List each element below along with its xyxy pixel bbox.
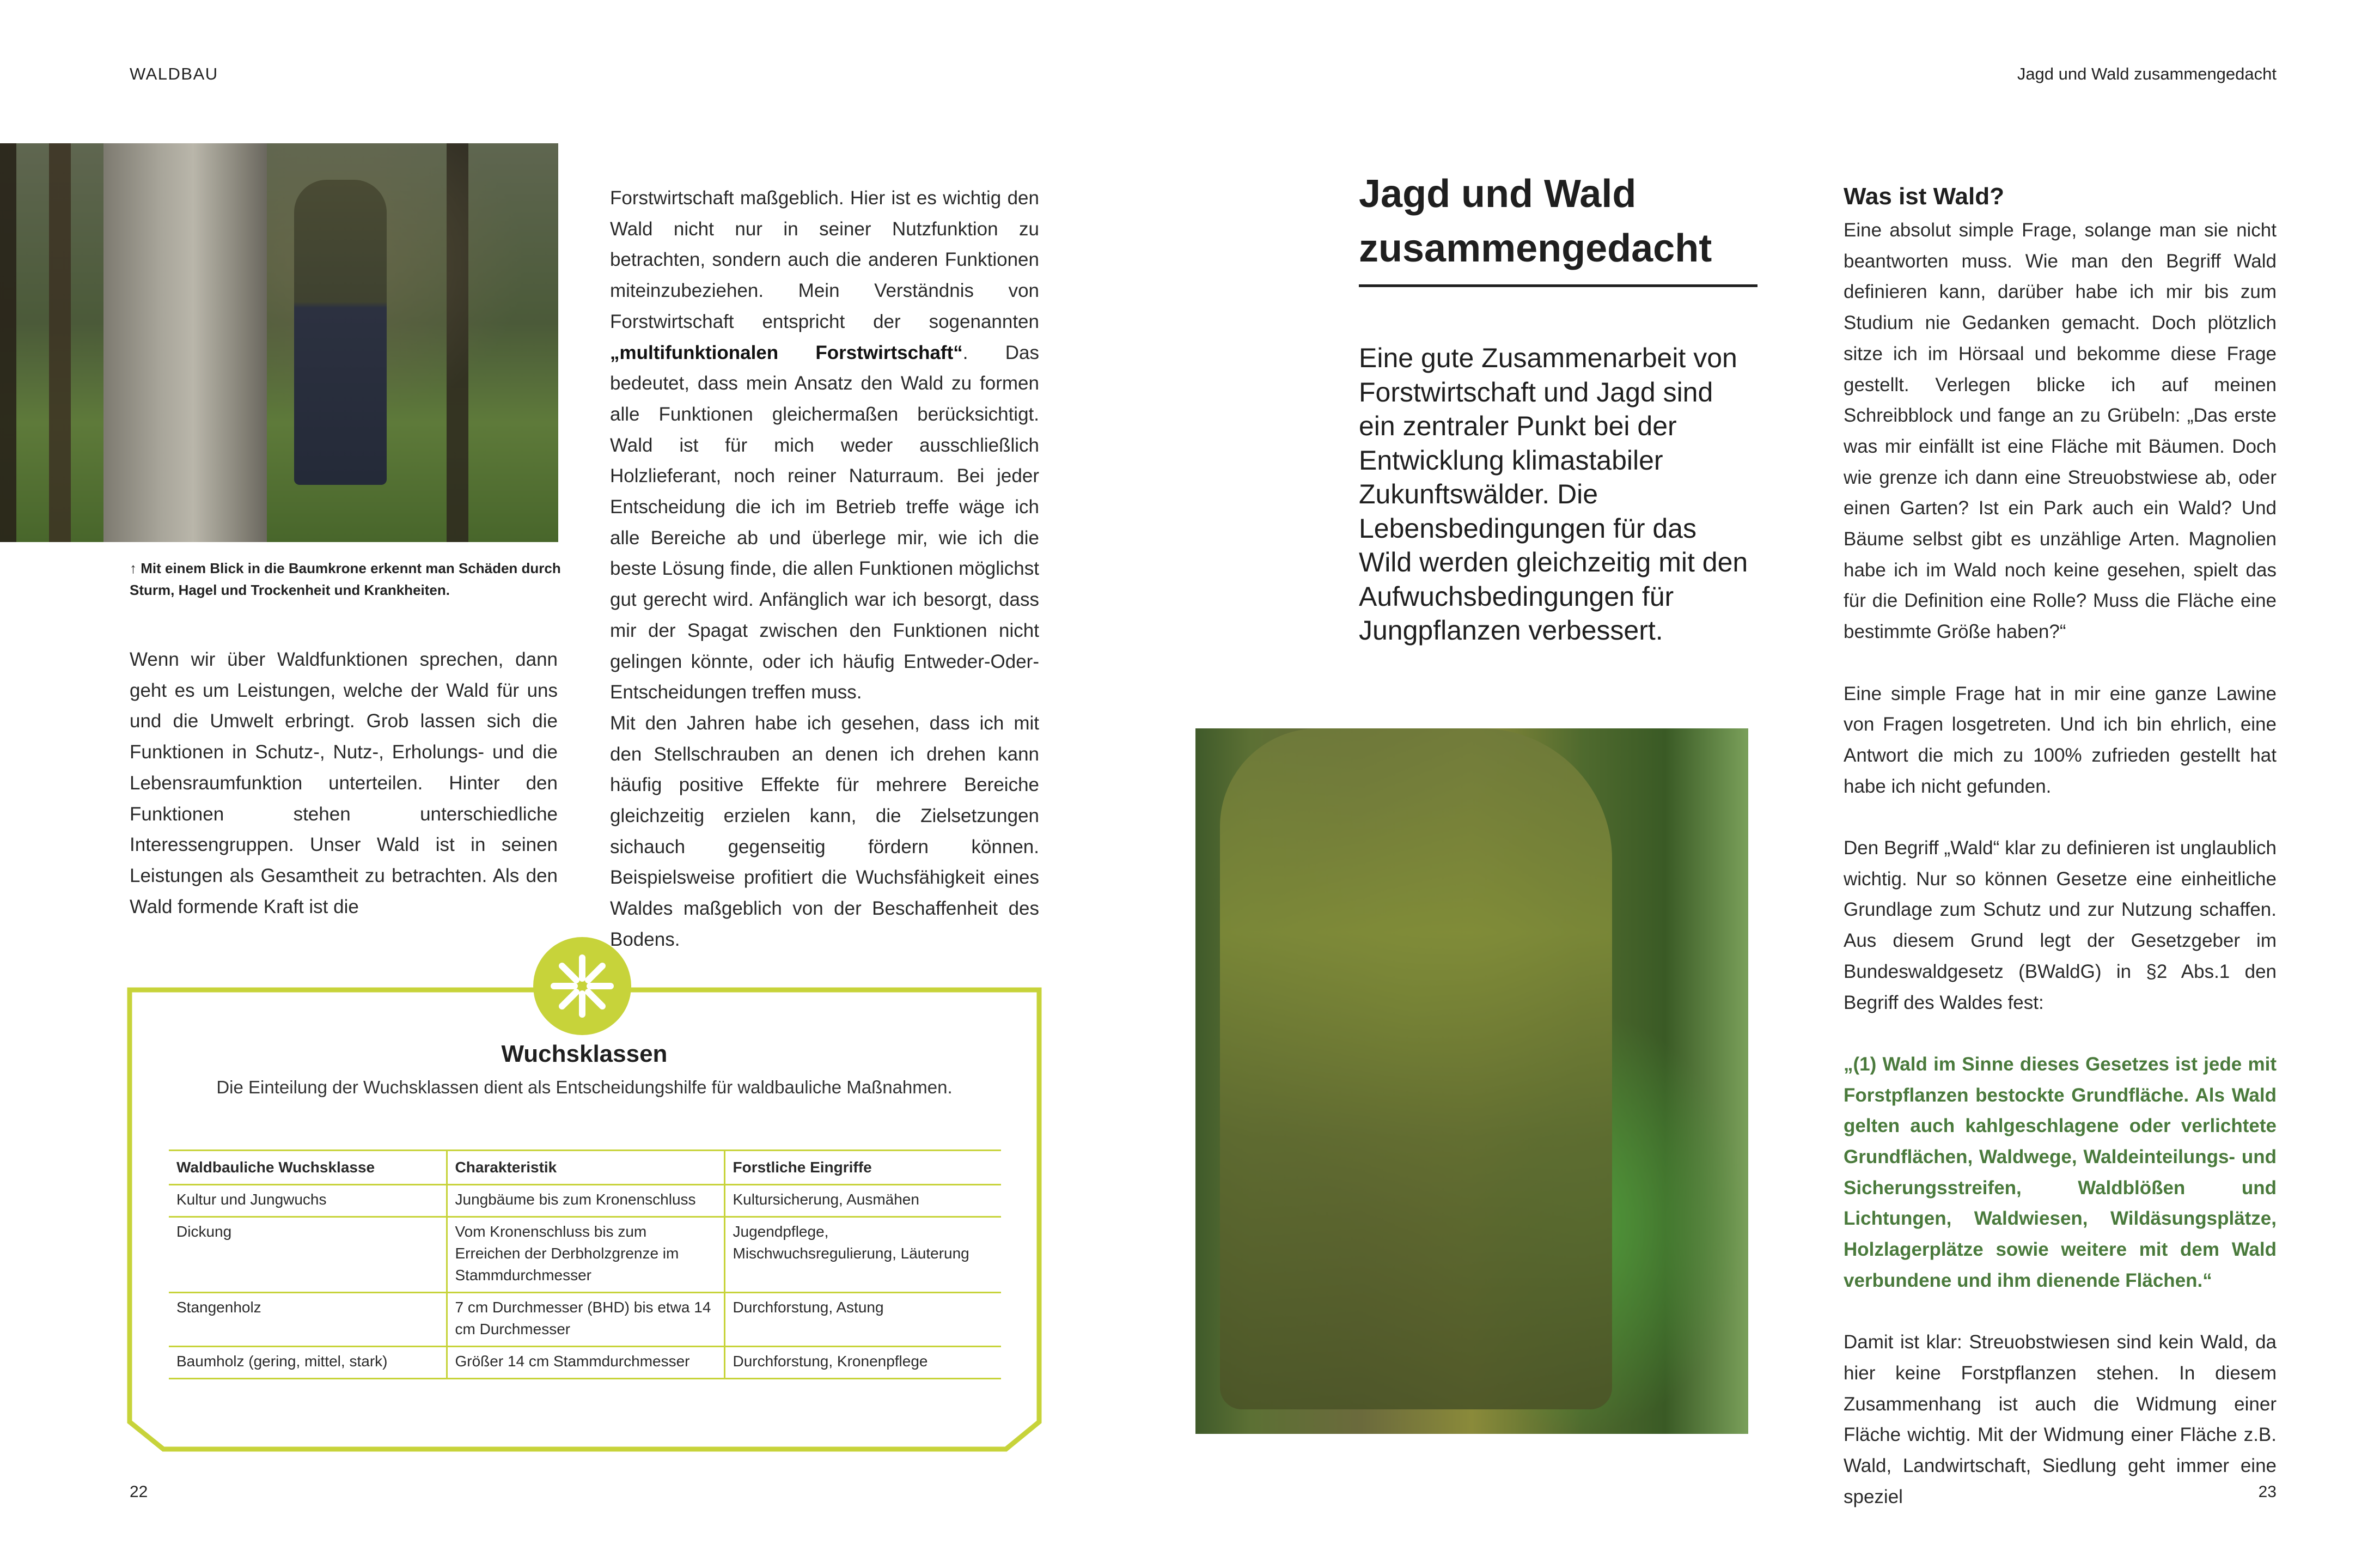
column-header: Forstliche Eingriffe xyxy=(724,1151,1001,1185)
table-cell: Kultursicherung, Ausmähen xyxy=(724,1185,1001,1217)
paragraph: Den Begriff „Wald“ klar zu definieren ist unglaublich wichtig. Nur so können Gesetze eine einheitliche Grundlage zum Schutz und zur Nutzung schaffen. Aus diesem Grund legt der Gesetzgeber im Bundeswaldgesetz (BWaldG) in §2 Abs.1 den Begriff des Waldes fest: xyxy=(1844,837,2277,1013)
table-row xyxy=(169,1217,1001,1293)
table-cell: Vom Kronenschluss bis zum Erreichen der Derbholzgrenze im Stammdurchmesser xyxy=(447,1217,724,1293)
column-header: Waldbauliche Wuchsklasse xyxy=(169,1151,447,1185)
table-row xyxy=(169,1293,1001,1347)
table-cell: Stangenholz xyxy=(169,1293,447,1347)
paragraph: Eine absolut simple Frage, solange man sie nicht beantworten muss. Wie man den Begriff Wald definieren kann, darüber habe ich mir bis zum Studium nie Gedanken gemacht. Doch plötzlich sitze ich im Hörsaal und bekomme diese Frage gestellt. Verlegen blicke ich auf meinen Schreibblock und fange an zu Grübeln: „Das erste was mir einfällt ist eine Fläche mit Bäumen. Doch wie grenze ich dann eine Streuobstwiese ab, oder einen Garten? Ist ein Park auch ein Wald? Und Bäume selbst gibt es unzählige Arten. Magnolien habe ich im Wald noch keine gesehen, spielt das für die Definition eine Rolle? Muss die Fläche eine bestimmte Größe haben?“ xyxy=(1844,220,2277,643)
bold-term: „multifunktionalen Forstwirtschaft“ xyxy=(610,342,963,363)
page-number-right: 23 xyxy=(2258,1483,2277,1501)
table-cell: Baumholz (gering, mittel, stark) xyxy=(169,1347,447,1379)
paragraph: Damit ist klar: Streuobstwiesen sind kein Wald, da hier keine Forstpflanzen stehen. In diesem Zusammenhang ist auch die Widmung einer Fläche wichtig. Mit der Widmung einer Fläche z.B. Wald, Landwirtschaft, Siedlung geht immer eine speziel xyxy=(1844,1331,2277,1507)
paragraph: Mit den Jahren habe ich gesehen, dass ich mit den Stellschrauben an denen ich drehen kann häufig positive Effekte für mehrere Bereiche gleichzeitig erzielen kann, die Zielsetzungen sichauch gegenseitig fördern können. Beispielsweise profitiert die Wuchsfähigkeit eines Waldes maßgeblich von der Beschaffenheit des Bodens. xyxy=(610,712,1039,950)
running-title: Jagd und Wald zusammengedacht xyxy=(2017,64,2277,83)
table-cell: 7 cm Durchmesser (BHD) bis etwa 14 cm Durchmesser xyxy=(447,1293,724,1347)
section-label: WALDBAU xyxy=(130,64,218,83)
table-cell: Größer 14 cm Stammdurchmesser xyxy=(447,1347,724,1379)
table-header-row xyxy=(169,1151,1001,1185)
table-cell: Dickung xyxy=(169,1217,447,1293)
table-cell: Jungbäume bis zum Kronenschluss xyxy=(447,1185,724,1217)
left-column-2 xyxy=(610,183,1039,956)
table-cell: Kultur und Jungwuchs xyxy=(169,1185,447,1217)
title-rule xyxy=(1359,284,1757,287)
arrow-up-icon: ↑ xyxy=(130,560,137,576)
wuchsklassen-table xyxy=(169,1149,1001,1379)
forester-figure-shape xyxy=(294,180,387,485)
lead-paragraph: Eine gute Zusammenarbeit von Forstwirtschaft und Jagd sind ein zentraler Punkt bei der Entwicklung klimastabiler Zukunftswälder. Die Lebensbedingungen für das Wild werden gleichzeitig mit den Aufwuchsbedingungen für Jungpflanzen verbessert. xyxy=(1359,343,1748,646)
subheading: Was ist Wald? xyxy=(1844,183,2004,210)
asterisk-badge xyxy=(533,937,631,1035)
stump-shape xyxy=(1220,728,1612,1409)
right-column xyxy=(1844,215,2277,1512)
column-header: Charakteristik xyxy=(447,1151,724,1185)
page-title xyxy=(1359,167,1767,276)
table-cell: Jugendpflege, Mischwuchsregulierung, Läuterung xyxy=(724,1217,1001,1293)
table-row xyxy=(169,1185,1001,1217)
title-line: zusammengedacht xyxy=(1359,227,1712,270)
paragraph: Eine simple Frage hat in mir eine ganze Lawine von Fragen losgetreten. Und ich bin ehrlich, eine Antwort die mich zu 100% zufrieden gestellt hat habe ich nicht gefunden. xyxy=(1844,683,2277,797)
table-cell: Durchforstung, Astung xyxy=(724,1293,1001,1347)
photo-caption xyxy=(130,557,565,601)
forester-photo xyxy=(0,143,558,542)
table-row xyxy=(169,1347,1001,1379)
paragraph: Forstwirtschaft maßgeblich. Hier ist es wichtig den Wald nicht nur in seiner Nutzfunktion zu betrachten, sondern auch die anderen Funktionen miteinzubeziehen. Mein Verständnis von Forstwirtschaft entspricht der sogenannten „multifunktionalen Forstwirtschaft“. Das bedeutet, dass mein Ansatz den Wald zu formen alle Funktionen gleichermaßen berücksichtigt. Wald ist für mich weder ausschließlich Holzlieferant, noch reiner Naturraum. Bei jeder Entscheidung die ich im Betrieb treffe wäge ich alle Bereiche ab und überlege mir, wie ich die beste Lösung finde, die allen Funktionen möglichst gut gerecht wird. Anfänglich war ich besorgt, dass mir der Spagat zwischen den Funktionen nicht gelingen könnte, oder ich häufig Entweder-Oder-Entscheidungen treffen muss. xyxy=(610,187,1039,703)
law-quote: „(1) Wald im Sinne dieses Gesetzes ist jede mit Forstpflanzen bestockte Grundfläche. Als Wald gelten auch kahlgeschlagene oder verlichtete Grundflächen, Waldwege, Waldeinteilungs- und Sicherungsstreifen, Waldblößen und Lichtungen, Waldwiesen, Wildäsungsplätze, Holzlagerplätze sowie weitere mit dem Wald verbundene und ihm dienende Flächen.“ xyxy=(1844,1053,2277,1291)
table-cell: Durchforstung, Kronenpflege xyxy=(724,1347,1001,1379)
paragraph: Wenn wir über Waldfunktionen sprechen, dann geht es um Leistungen, welche der Wald für uns und die Umwelt erbringt. Grob lassen sich die Funktionen in Schutz-, Nutz-, Erholungs- und die Lebensraumfunktion unterteilen. Hinter den Funktionen stehen unterschiedliche Interessengruppen. Unser Wald ist in seinen Leistungen als Gesamtheit zu betrachten. Als den Wald formende Kraft ist die xyxy=(130,649,558,917)
box-title: Wuchsklassen xyxy=(501,1041,668,1067)
caption-text: Mit einem Blick in die Baumkrone erkennt man Schäden durch Sturm, Hagel und Trockenheit und Krankheiten. xyxy=(130,560,561,598)
tree-trunk-shape xyxy=(103,143,267,542)
title-line: Jagd und Wald xyxy=(1359,172,1637,216)
left-column-1 xyxy=(130,644,558,922)
box-subtitle: Die Einteilung der Wuchsklassen dient als Entscheidungshilfe für waldbauliche Maßnahmen. xyxy=(216,1077,953,1097)
page-number-left: 22 xyxy=(130,1483,148,1501)
